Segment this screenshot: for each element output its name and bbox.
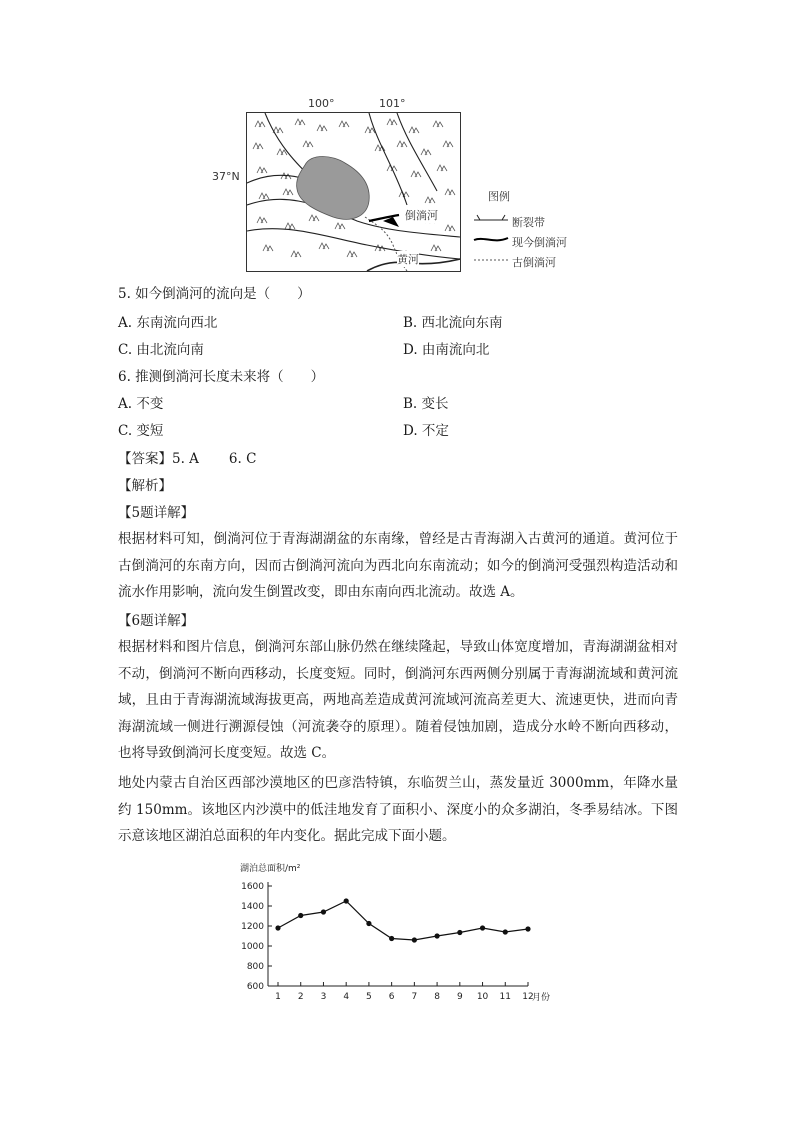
chart-y-tick-label: 1400 [241, 902, 264, 912]
chart-x-tick-label: 3 [320, 992, 327, 1002]
chart-x-tick-label: 10 [476, 992, 489, 1002]
chart-data-point [275, 925, 280, 930]
q5-option-b: B. 西北流向东南 [403, 315, 503, 331]
chart-y-tick-label: 800 [246, 962, 264, 972]
chart-data-point [457, 930, 462, 935]
analysis-label: 【解析】 [118, 478, 172, 494]
answer-label: 【答案】 [118, 451, 172, 467]
chart-y-tick-label: 1200 [241, 922, 264, 932]
chart-x-tick-label: 7 [411, 992, 418, 1002]
chart-xlabel: 月份 [532, 993, 551, 1003]
chart-data-point [525, 926, 530, 931]
chart-y-tick-label: 600 [246, 982, 264, 992]
chart-data-point [503, 929, 508, 934]
q6-stem: 6. 推测倒淌河长度未来将（ ） [118, 369, 325, 385]
q5-stem: 5. 如今倒淌河的流向是（ ） [118, 286, 311, 302]
chart-x-tick-label: 5 [366, 992, 372, 1002]
chart-ylabel: 湖泊总面积/m² [240, 864, 301, 874]
chart-data-point [412, 937, 417, 942]
chart-data-point [389, 936, 394, 941]
chart-data-point [366, 921, 371, 926]
chart-y-tick-label: 1600 [241, 882, 264, 892]
chart-x-tick-label: 1 [275, 992, 281, 1002]
legend-fault: 断裂带 [512, 216, 545, 229]
chart-data-point [480, 925, 485, 930]
river-label: 倒淌河 [405, 209, 438, 222]
q6-detail-text: 根据材料和图片信息，倒淌河东部山脉仍然在继续隆起，导致山体宽度增加，青海湖湖盆相对不动，倒淌河不断向西移动，长度变短。同时，倒淌河东西两侧分别属于青海湖流域和黄河流域，且由于青海湖流域海拔更高，两地高差造成黄河流域河流高差更大、流速更快，进而向青海湖流域一侧进行溯源侵蚀（河流袭夺的原理）。随着侵蚀加剧，造成分水岭不断向西移动，也将导致倒淌河长度变短。故选 C。 [118, 639, 678, 761]
chart-x-tick-label: 12 [522, 992, 534, 1002]
intro-text: 地处内蒙古自治区西部沙漠地区的巴彦浩特镇，东临贺兰山，蒸发量近 3000mm，年降水量约 150mm。该地区内沙漠中的低洼地发育了面积小、深度小的众多湖泊，冬季易结冰。下图示意该地区湖泊总面积的年内变化。据此完成下面小题。 [118, 775, 678, 844]
q6-option-d: D. 不定 [403, 423, 449, 439]
chart-series-line [278, 901, 528, 940]
q5-option-d: D. 由南流向北 [403, 342, 490, 358]
chart-data-point [434, 933, 439, 938]
chart-y-tick-label: 1000 [241, 942, 264, 952]
map-frame [246, 112, 461, 272]
q5-detail-label: 【5题详解】 [118, 505, 195, 521]
chart-x-tick-label: 8 [434, 992, 440, 1002]
map-lon-label-100: 100° [308, 97, 335, 110]
legend-title: 图例 [488, 190, 510, 203]
q5-option-c: C. 由北流向南 [118, 342, 204, 358]
chart-x-tick-label: 6 [388, 992, 395, 1002]
q6-option-a: A. 不变 [118, 396, 164, 412]
chart-data-point [344, 898, 349, 903]
legend-present-river: 现今倒淌河 [512, 236, 567, 249]
chart-x-tick-label: 11 [499, 992, 511, 1002]
q6-detail-label: 【6题详解】 [118, 613, 195, 629]
legend-ancient-river: 古倒淌河 [512, 256, 556, 269]
q6-option-c: C. 变短 [118, 423, 164, 439]
chart-svg [236, 860, 566, 1008]
chart-x-tick-label: 9 [456, 992, 463, 1002]
q5-detail-text: 根据材料可知，倒淌河位于青海湖湖盆的东南缘，曾经是古青海湖入古黄河的通道。黄河位于古倒淌河的东南方向，因而古倒淌河流向为西北向东南流动；如今的倒淌河受强烈构造活动和流水作用影响，流向发生倒置改变，即由东南向西北流动。故选 A。 [118, 531, 678, 600]
chart-x-tick-label: 4 [343, 992, 350, 1002]
map-drawing [247, 113, 460, 271]
answer-line [118, 450, 256, 469]
qinghai-lake [297, 157, 370, 220]
legend-symbols [472, 212, 512, 266]
chart-data-point [321, 909, 326, 914]
yellow-river-label: 黄河 [397, 253, 419, 266]
chart-x-tick-label: 2 [297, 992, 304, 1002]
answer-q6: 6. C [228, 451, 257, 467]
q6-option-b: B. 变长 [403, 396, 449, 412]
answer-q5: 5. A [172, 451, 199, 467]
map-lon-label-101: 101° [379, 97, 406, 110]
lake-area-chart [236, 860, 566, 1008]
chart-data-point [298, 913, 303, 918]
q5-option-a: A. 东南流向西北 [118, 315, 218, 331]
map-lat-label: 37°N [212, 170, 240, 183]
